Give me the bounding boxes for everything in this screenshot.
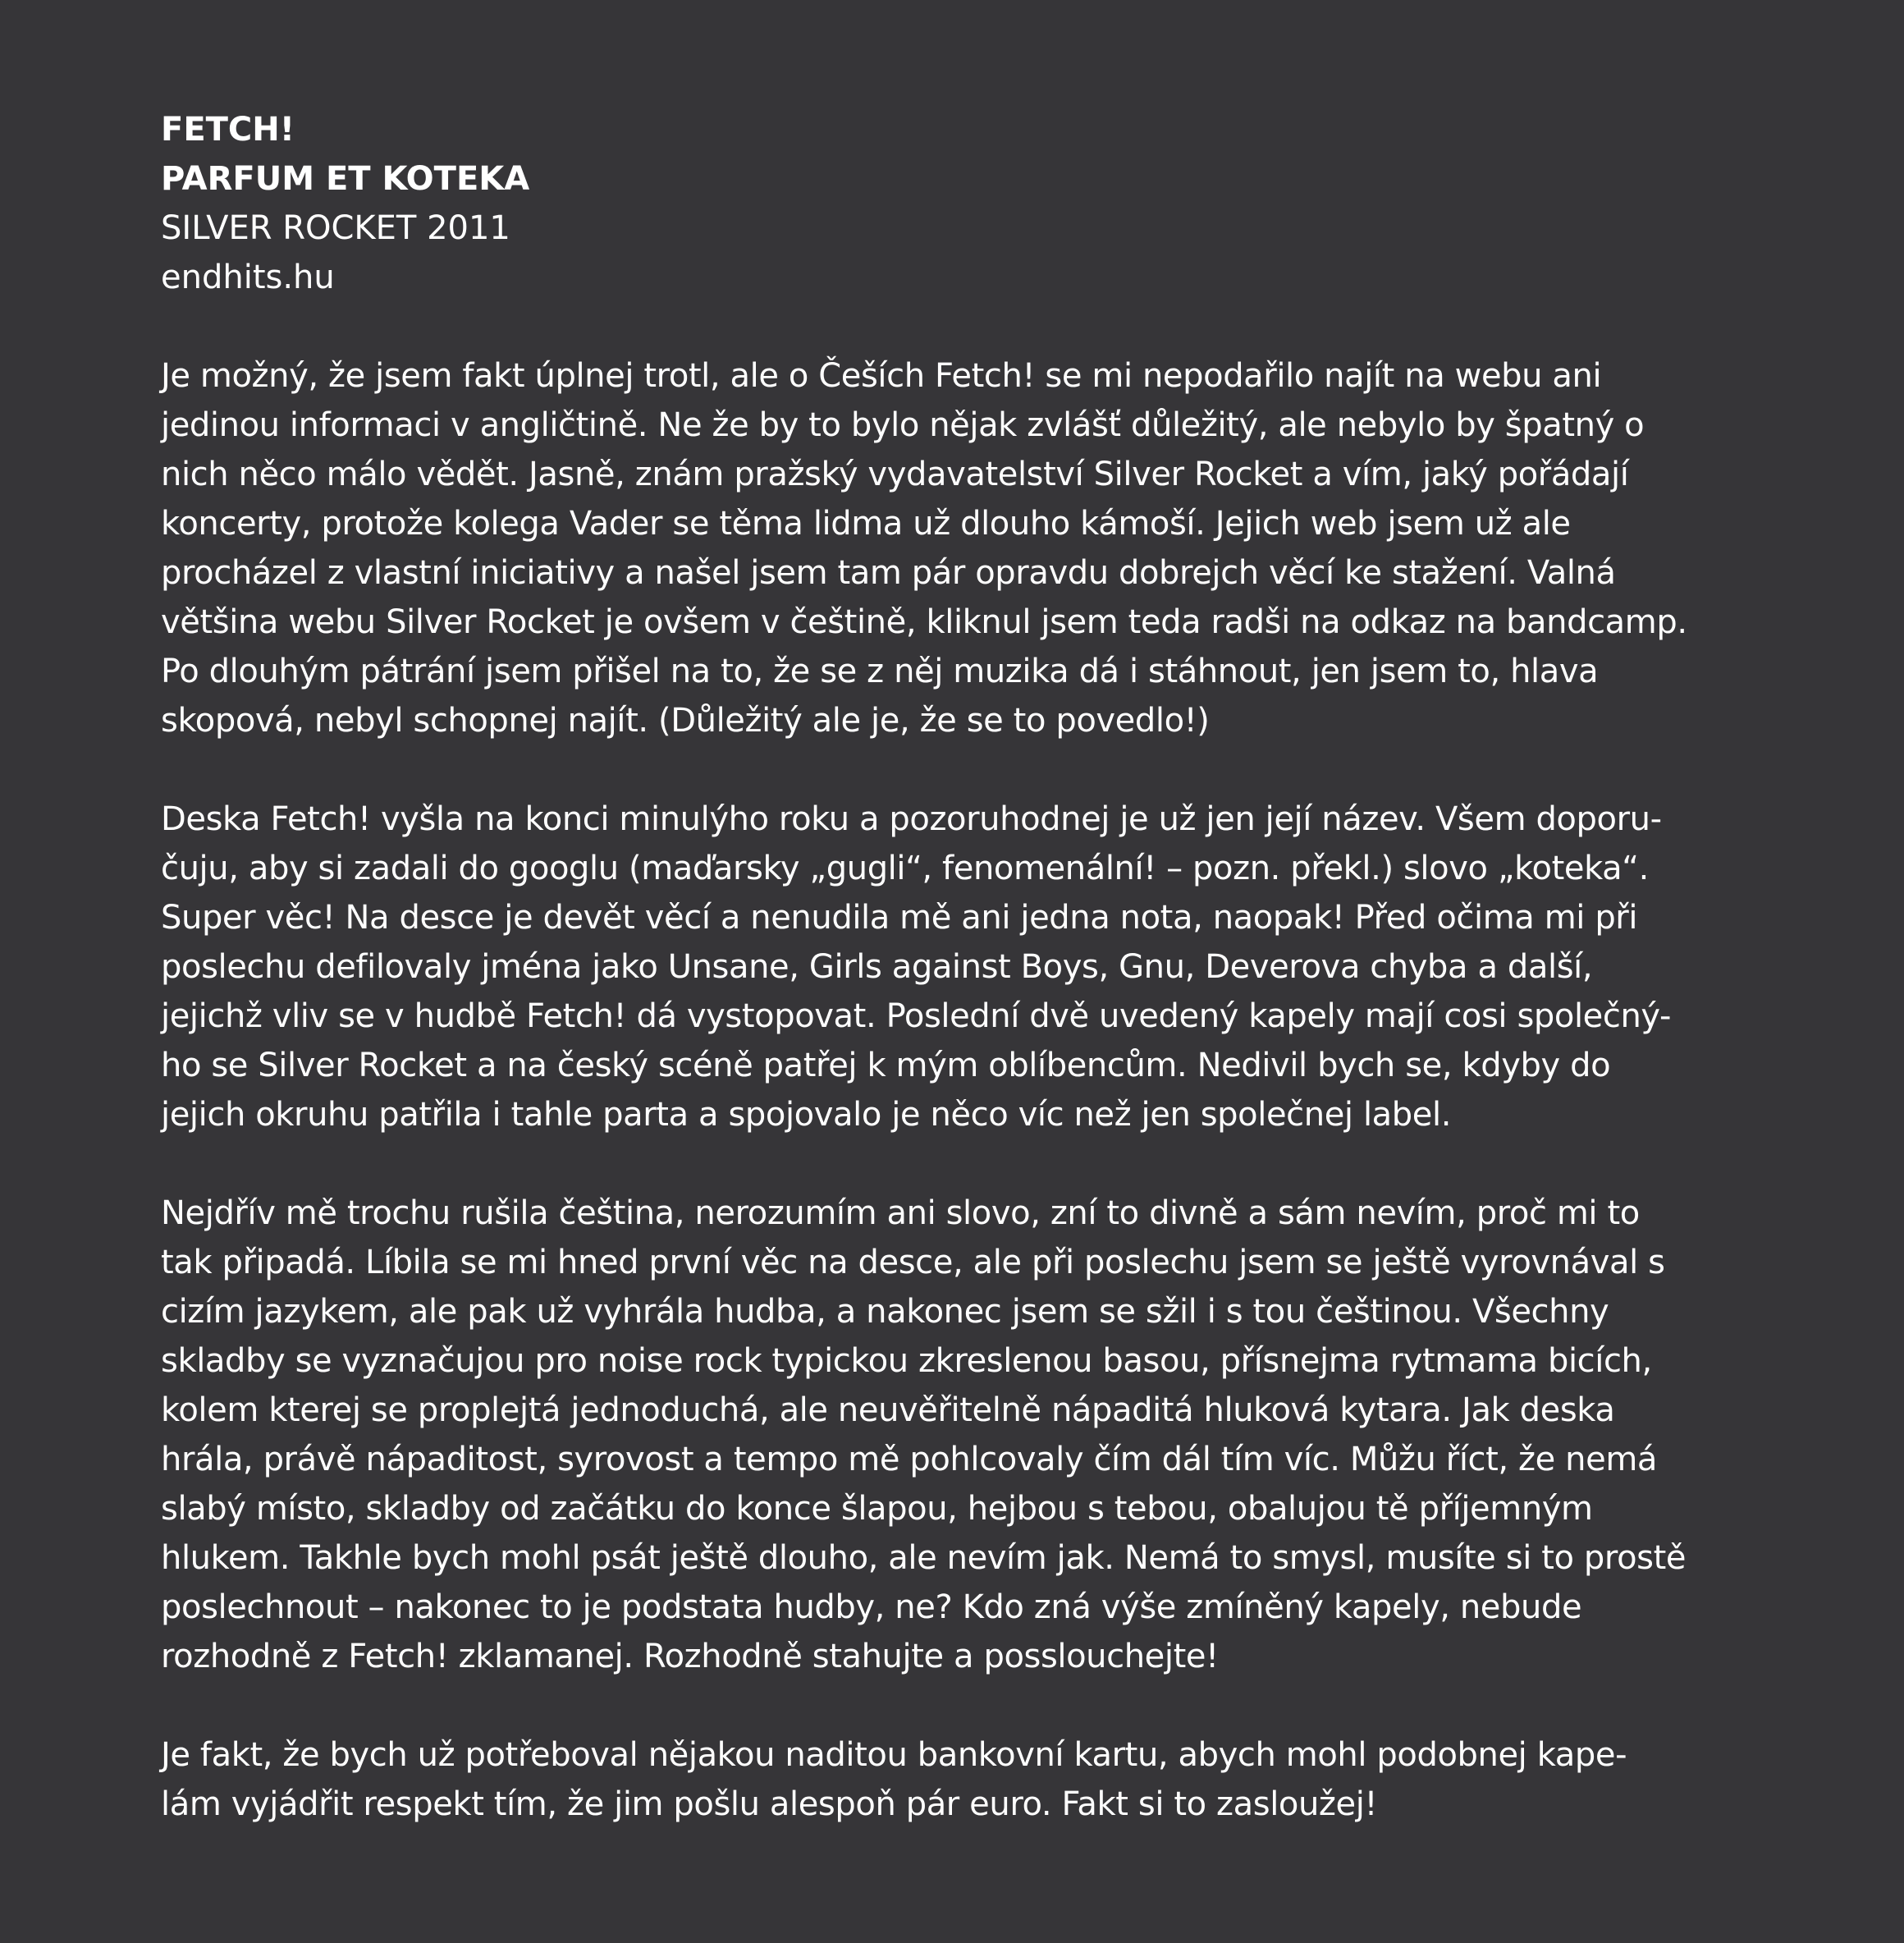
paragraph-line: Deska Fetch! vyšla na konci minulýho roku a pozoruhodnej je už jen její název. Všem doporu- bbox=[161, 800, 1662, 838]
paragraph-line: skladby se vyznačujou pro noise rock typickou zkreslenou basou, přísnejma rytmama bicích, bbox=[161, 1342, 1652, 1380]
paragraph-3 bbox=[161, 1189, 1753, 1681]
album-title: PARFUM ET KOTEKA bbox=[161, 160, 530, 198]
paragraph-line: Po dlouhým pátrání jsem přišel na to, že se z něj muzika dá i stáhnout, jen jsem to, hlava bbox=[161, 653, 1599, 690]
paragraph-line: poslechu defilovaly jména jako Unsane, Girls against Boys, Gnu, Deverova chyba a další, bbox=[161, 948, 1593, 986]
paragraph-line: čuju, aby si zadali do googlu (maďarsky „gugli“, fenomenální! – pozn. překl.) slovo „koteka“. bbox=[161, 850, 1649, 887]
paragraph-line: lám vyjádřit respekt tím, že jim pošlu alespoň pár euro. Fakt si to zasloužej! bbox=[161, 1785, 1378, 1823]
label-year: SILVER ROCKET 2011 bbox=[161, 209, 510, 247]
paragraph-line: skopová, nebyl schopnej najít. (Důležitý ale je, že se to povedlo!) bbox=[161, 702, 1210, 740]
paragraph-line: jejichž vliv se v hudbě Fetch! dá vystopovat. Poslední dvě uvedený kapely mají cosi společný- bbox=[161, 997, 1672, 1035]
paragraph-2 bbox=[161, 795, 1753, 1139]
paragraph-line: slabý místo, skladby od začátku do konce šlapou, hejbou s tebou, obalujou tě příjemným bbox=[161, 1490, 1593, 1528]
paragraph-line: většina webu Silver Rocket je ovšem v češtině, kliknul jsem teda radši na odkaz na bandcamp. bbox=[161, 603, 1687, 641]
source-site: endhits.hu bbox=[161, 259, 335, 296]
review-article bbox=[161, 105, 1753, 1829]
paragraph-line: kolem kterej se proplejtá jednoduchá, ale neuvěřitelně nápaditá hluková kytara. Jak deska bbox=[161, 1391, 1615, 1429]
paragraph-line: jedinou informaci v angličtině. Ne že by to bylo nějak zvlášť důležitý, ale nebylo by špatný o bbox=[161, 406, 1645, 444]
paragraph-line: koncerty, protože kolega Vader se těma lidma už dlouho kámoší. Jejich web jsem už ale bbox=[161, 505, 1571, 543]
paragraph-1 bbox=[161, 351, 1753, 745]
paragraph-line: Je fakt, že bych už potřeboval nějakou naditou bankovní kartu, abych mohl podobnej kape- bbox=[161, 1736, 1627, 1774]
paragraph-line: nich něco málo vědět. Jasně, znám pražský vydavatelství Silver Rocket a vím, jaký pořádají bbox=[161, 456, 1629, 493]
paragraph-line: Je možný, že jsem fakt úplnej trotl, ale o Češích Fetch! se mi nepodařilo najít na webu ani bbox=[161, 357, 1602, 395]
paragraph-line: hrála, právě nápaditost, syrovost a tempo mě pohlcovaly čím dál tím víc. Můžu říct, že nemá bbox=[161, 1441, 1657, 1478]
paragraph-line: jejich okruhu patřila i tahle parta a spojovalo je něco víc než jen společnej label. bbox=[161, 1096, 1452, 1134]
paragraph-line: Super věc! Na desce je devět věcí a nenudila mě ani jedna nota, naopak! Před očima mi při bbox=[161, 899, 1638, 937]
paragraph-line: cizím jazykem, ale pak už vyhrála hudba, a nakonec jsem se sžil i s tou češtinou. Všechny bbox=[161, 1293, 1609, 1331]
paragraph-line: hlukem. Takhle bych mohl psát ještě dlouho, ale nevím jak. Nemá to smysl, musíte si to prostě bbox=[161, 1539, 1687, 1577]
paragraph-4 bbox=[161, 1730, 1753, 1829]
paragraph-line: procházel z vlastní iniciativy a našel jsem tam pár opravdu dobrejch věcí ke stažení. Valná bbox=[161, 554, 1616, 592]
review-header bbox=[161, 105, 1753, 302]
paragraph-line: tak připadá. Líbila se mi hned první věc na desce, ale při poslechu jsem se ještě vyrovnával s bbox=[161, 1244, 1665, 1281]
paragraph-line: rozhodně z Fetch! zklamanej. Rozhodně stahujte a posslouchejte! bbox=[161, 1638, 1219, 1675]
paragraph-line: poslechnout – nakonec to je podstata hudby, ne? Kdo zná výše zmíněný kapely, nebude bbox=[161, 1588, 1582, 1626]
artist-title: FETCH! bbox=[161, 111, 295, 149]
paragraph-line: Nejdřív mě trochu rušila čeština, nerozumím ani slovo, zní to divně a sám nevím, proč mi to bbox=[161, 1194, 1640, 1232]
paragraph-line: ho se Silver Rocket a na český scéně patřej k mým oblíbencům. Nedivil bych se, kdyby do bbox=[161, 1047, 1611, 1084]
